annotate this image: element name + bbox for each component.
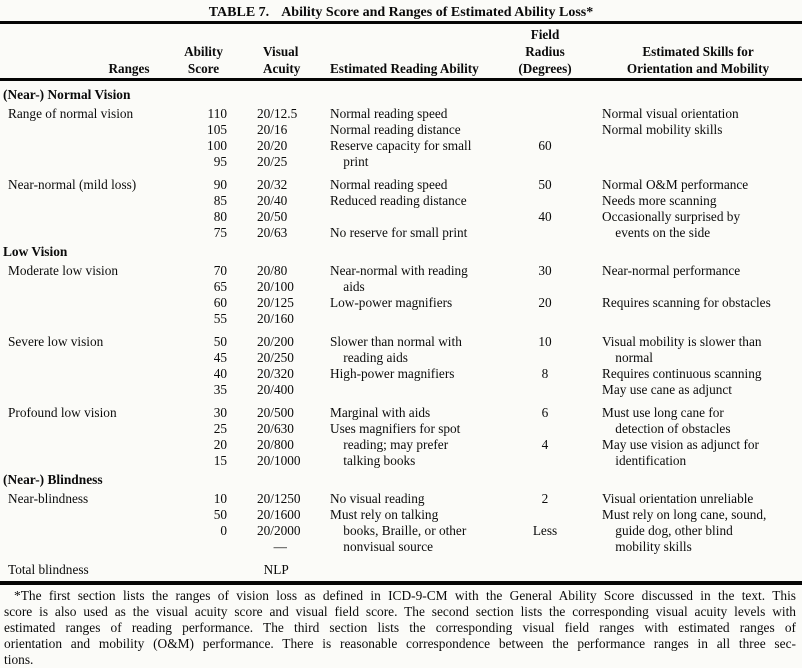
- table-row-group: [0, 177, 802, 241]
- cell-line: Near-blindness: [8, 491, 89, 506]
- cell-line: 20/80: [257, 263, 288, 278]
- cell-line: 20/40: [257, 193, 288, 208]
- cell-line: NLP: [257, 562, 289, 577]
- cell-line: 10: [538, 334, 552, 349]
- cell-acuity: [227, 334, 330, 398]
- cell-line: 20/1600: [257, 507, 301, 522]
- cell-reading: [330, 106, 510, 170]
- table-row-group: [0, 405, 802, 469]
- cell-line: 30: [538, 263, 552, 278]
- cell-field: [510, 562, 580, 578]
- cell-score: [180, 491, 227, 555]
- cell-line: 20: [213, 437, 227, 452]
- cell-line: [180, 539, 227, 555]
- cell-field: [510, 106, 580, 170]
- cell-line: 20/32: [257, 177, 288, 192]
- cell-line: [510, 279, 580, 295]
- section-heading: (Near-) Normal Vision: [3, 87, 131, 102]
- cell-line: 105: [207, 122, 227, 137]
- cell-line: 15: [213, 453, 227, 468]
- cell-line: 70: [213, 263, 227, 278]
- cell-acuity: [227, 106, 330, 170]
- cell-ranges: [8, 177, 180, 241]
- cell-line: Uses magnifiers for spot: [330, 421, 461, 436]
- cell-line: 20/2000: [257, 523, 301, 538]
- cell-line: 50: [213, 334, 227, 349]
- cell-line: nonvisual source: [330, 539, 434, 554]
- cell-line: Requires scanning for obstacles: [602, 295, 771, 310]
- cell-line: 95: [213, 154, 227, 169]
- header-line: Orientation and Mobility: [626, 61, 770, 76]
- cell-reading: [330, 177, 510, 241]
- cell-line: Needs more scanning: [602, 193, 717, 208]
- cell-line: 20/12.5: [257, 106, 298, 121]
- bottom-rule: [0, 581, 802, 585]
- cell-line: No reserve for small print: [330, 225, 468, 240]
- section-heading: (Near-) Blindness: [3, 472, 103, 487]
- cell-line: Profound low vision: [8, 405, 117, 420]
- cell-line: [510, 539, 580, 555]
- cell-line: print: [330, 154, 369, 169]
- table-body: [0, 81, 802, 578]
- cell-line: Moderate low vision: [8, 263, 119, 278]
- cell-line: 45: [213, 350, 227, 365]
- cell-line: Normal visual orientation: [602, 106, 739, 121]
- cell-line: 55: [213, 311, 227, 326]
- cell-line: Near-normal (mild loss): [8, 177, 137, 192]
- cell-line: 20/320: [257, 366, 294, 381]
- cell-line: 40: [538, 209, 552, 224]
- cell-line: 20/1250: [257, 491, 301, 506]
- cell-line: High-power magnifiers: [330, 366, 455, 381]
- cell-line: 20/20: [257, 138, 288, 153]
- cell-line: No visual reading: [330, 491, 425, 506]
- cell-line: 100: [207, 138, 227, 153]
- cell-skills: [580, 177, 794, 241]
- cell-line: reading; may prefer: [330, 437, 449, 452]
- cell-reading: [330, 263, 510, 327]
- cell-skills: [580, 106, 794, 170]
- cell-line: 20: [538, 295, 552, 310]
- cell-line: events on the side: [602, 225, 711, 240]
- footnote: [0, 588, 802, 668]
- cell-line: [510, 507, 580, 523]
- cell-line: [510, 311, 580, 327]
- cell-ranges: [8, 334, 180, 398]
- cell-skills: [580, 562, 794, 578]
- cell-line: 20/16: [257, 122, 288, 137]
- cell-line: Marginal with aids: [330, 405, 431, 420]
- cell-line: [510, 193, 580, 209]
- header-line: Visual: [263, 44, 299, 59]
- cell-line: [602, 279, 794, 295]
- table-row-group: [0, 263, 802, 327]
- cell-line: [510, 350, 580, 366]
- cell-ranges: [8, 562, 180, 578]
- header-line: Radius: [525, 44, 565, 59]
- cell-line: 20/63: [257, 225, 288, 240]
- footnote-line: *The first section lists the ranges of vision loss as defined in ICD-9-CM with the General Ability Score discussed in the text. This: [14, 588, 796, 603]
- cell-line: May use vision as adjunct for: [602, 437, 759, 452]
- cell-line: Visual mobility is slower than: [602, 334, 762, 349]
- cell-ranges: [8, 263, 180, 327]
- cell-line: 20/100: [257, 279, 294, 294]
- table-title-label: TABLE 7.: [208, 5, 270, 20]
- header-line: Ranges: [108, 61, 150, 76]
- cell-field: [510, 491, 580, 555]
- header-line: Estimated Reading Ability: [330, 61, 479, 76]
- cell-line: Requires continuous scanning: [602, 366, 762, 381]
- cell-score: [180, 263, 227, 327]
- cell-line: Reduced reading distance: [330, 193, 467, 208]
- cell-line: Must use long cane for: [602, 405, 724, 420]
- cell-line: [510, 225, 580, 241]
- header-line: Score: [187, 61, 220, 76]
- header-reading-ability: [330, 25, 510, 77]
- cell-line: 25: [213, 421, 227, 436]
- cell-line: [510, 122, 580, 138]
- footnote-line: orientation and mobility (O&M) performance. There is reasonable correspondence between the performance ranges in all three sec-: [4, 636, 796, 651]
- cell-line: Less: [532, 523, 558, 538]
- cell-line: 6: [541, 405, 549, 420]
- top-rule: [0, 21, 802, 24]
- header-line: (Degrees): [518, 61, 572, 76]
- table-title: [0, 0, 802, 21]
- cell-field: [510, 405, 580, 469]
- cell-line: Severe low vision: [8, 334, 104, 349]
- cell-skills: [580, 405, 794, 469]
- header-visual-acuity: [227, 25, 330, 77]
- cell-skills: [580, 263, 794, 327]
- cell-line: guide dog, other blind: [602, 523, 733, 538]
- cell-acuity: [227, 177, 330, 241]
- cell-line: [180, 562, 227, 578]
- cell-line: 30: [213, 405, 227, 420]
- footnote-line: estimated ranges of reading performance. The third section lists the corresponding visual field ranges with estimated ranges of: [4, 620, 796, 635]
- cell-line: 65: [213, 279, 227, 294]
- cell-line: books, Braille, or other: [330, 523, 467, 538]
- cell-line: 4: [541, 437, 549, 452]
- header-ability-score: [180, 25, 227, 77]
- cell-line: [602, 311, 794, 327]
- cell-acuity: [227, 562, 330, 578]
- cell-score: [180, 562, 227, 578]
- cell-score: [180, 334, 227, 398]
- cell-line: Range of normal vision: [8, 106, 134, 121]
- cell-line: [510, 106, 580, 122]
- header-line: Acuity: [263, 61, 301, 76]
- cell-line: Total blindness: [8, 562, 89, 577]
- cell-line: 20/160: [257, 311, 294, 326]
- cell-line: aids: [330, 279, 365, 294]
- cell-ranges: [8, 405, 180, 469]
- table-row-group: [0, 562, 802, 578]
- cell-score: [180, 177, 227, 241]
- header-field-radius: [510, 25, 580, 77]
- cell-line: Normal reading distance: [330, 122, 461, 137]
- cell-acuity: [227, 263, 330, 327]
- cell-reading: [330, 491, 510, 555]
- header-line: Estimated Skills for: [642, 44, 754, 59]
- cell-skills: [580, 334, 794, 398]
- header-ranges: [8, 25, 180, 77]
- cell-line: Reserve capacity for small: [330, 138, 472, 153]
- table-row-group: [0, 334, 802, 398]
- cell-line: 10: [213, 491, 227, 506]
- cell-line: talking books: [330, 453, 416, 468]
- cell-score: [180, 405, 227, 469]
- cell-line: [330, 209, 510, 225]
- table-title-text: Ability Score and Ranges of Estimated Ability Loss*: [281, 5, 594, 20]
- cell-line: 35: [213, 382, 227, 397]
- cell-line: 20/400: [257, 382, 294, 397]
- cell-line: Must rely on long cane, sound,: [602, 507, 767, 522]
- cell-line: detection of obstacles: [602, 421, 731, 436]
- cell-line: Near-normal performance: [602, 263, 741, 278]
- cell-line: 60: [213, 295, 227, 310]
- cell-line: 20/800: [257, 437, 294, 452]
- cell-field: [510, 334, 580, 398]
- cell-line: 80: [213, 209, 227, 224]
- cell-line: [330, 562, 510, 578]
- cell-line: mobility skills: [602, 539, 692, 554]
- cell-ranges: [8, 106, 180, 170]
- header-line: Ability: [184, 44, 223, 59]
- cell-line: 20/25: [257, 154, 288, 169]
- cell-line: [510, 562, 580, 578]
- column-header-row: [0, 25, 802, 78]
- cell-line: May use cane as adjunct: [602, 382, 732, 397]
- footnote-line: tions.: [4, 652, 34, 667]
- cell-line: Normal mobility skills: [602, 122, 723, 137]
- cell-acuity: [227, 491, 330, 555]
- section-heading: Low Vision: [3, 244, 68, 259]
- cell-reading: [330, 562, 510, 578]
- table-row-group: [0, 491, 802, 555]
- cell-line: 50: [538, 177, 552, 192]
- cell-line: 50: [213, 507, 227, 522]
- cell-line: [330, 311, 510, 327]
- cell-line: [510, 421, 580, 437]
- cell-line: 20/250: [257, 350, 294, 365]
- header-line: Field: [530, 27, 560, 42]
- cell-line: —: [257, 539, 287, 554]
- table-row-group: [0, 106, 802, 170]
- cell-score: [180, 106, 227, 170]
- cell-line: [602, 138, 794, 154]
- cell-line: [330, 382, 510, 398]
- cell-line: Near-normal with reading: [330, 263, 468, 278]
- cell-reading: [330, 334, 510, 398]
- cell-line: Visual orientation unreliable: [602, 491, 754, 506]
- cell-line: 60: [538, 138, 552, 153]
- cell-reading: [330, 405, 510, 469]
- cell-line: 20/630: [257, 421, 294, 436]
- cell-line: identification: [602, 453, 687, 468]
- cell-line: 85: [213, 193, 227, 208]
- cell-field: [510, 263, 580, 327]
- cell-line: 40: [213, 366, 227, 381]
- header-skills: [580, 25, 794, 77]
- cell-line: Normal reading speed: [330, 106, 448, 121]
- cell-line: Must rely on talking: [330, 507, 439, 522]
- cell-line: Low-power magnifiers: [330, 295, 453, 310]
- cell-line: 110: [207, 106, 227, 121]
- cell-field: [510, 177, 580, 241]
- footnote-line: score is also used as the visual acuity score and visual field score. The second section lists the corresponding visual acuity levels with: [4, 604, 796, 619]
- cell-line: Normal reading speed: [330, 177, 448, 192]
- cell-line: [602, 562, 794, 578]
- cell-line: 20/50: [257, 209, 288, 224]
- cell-skills: [580, 491, 794, 555]
- cell-line: reading aids: [330, 350, 408, 365]
- cell-line: 0: [220, 523, 227, 538]
- cell-line: [602, 154, 794, 170]
- cell-line: Normal O&M performance: [602, 177, 749, 192]
- cell-line: 20/125: [257, 295, 294, 310]
- cell-line: 20/500: [257, 405, 294, 420]
- cell-ranges: [8, 491, 180, 555]
- cell-acuity: [227, 405, 330, 469]
- cell-line: 75: [213, 225, 227, 240]
- cell-line: Slower than normal with: [330, 334, 462, 349]
- cell-line: 20/200: [257, 334, 294, 349]
- cell-line: normal: [602, 350, 653, 365]
- cell-line: [510, 382, 580, 398]
- cell-line: [510, 453, 580, 469]
- cell-line: 20/1000: [257, 453, 301, 468]
- cell-line: 2: [541, 491, 549, 506]
- cell-line: 90: [213, 177, 227, 192]
- cell-line: Occasionally surprised by: [602, 209, 741, 224]
- cell-line: 8: [541, 366, 549, 381]
- cell-line: [510, 154, 580, 170]
